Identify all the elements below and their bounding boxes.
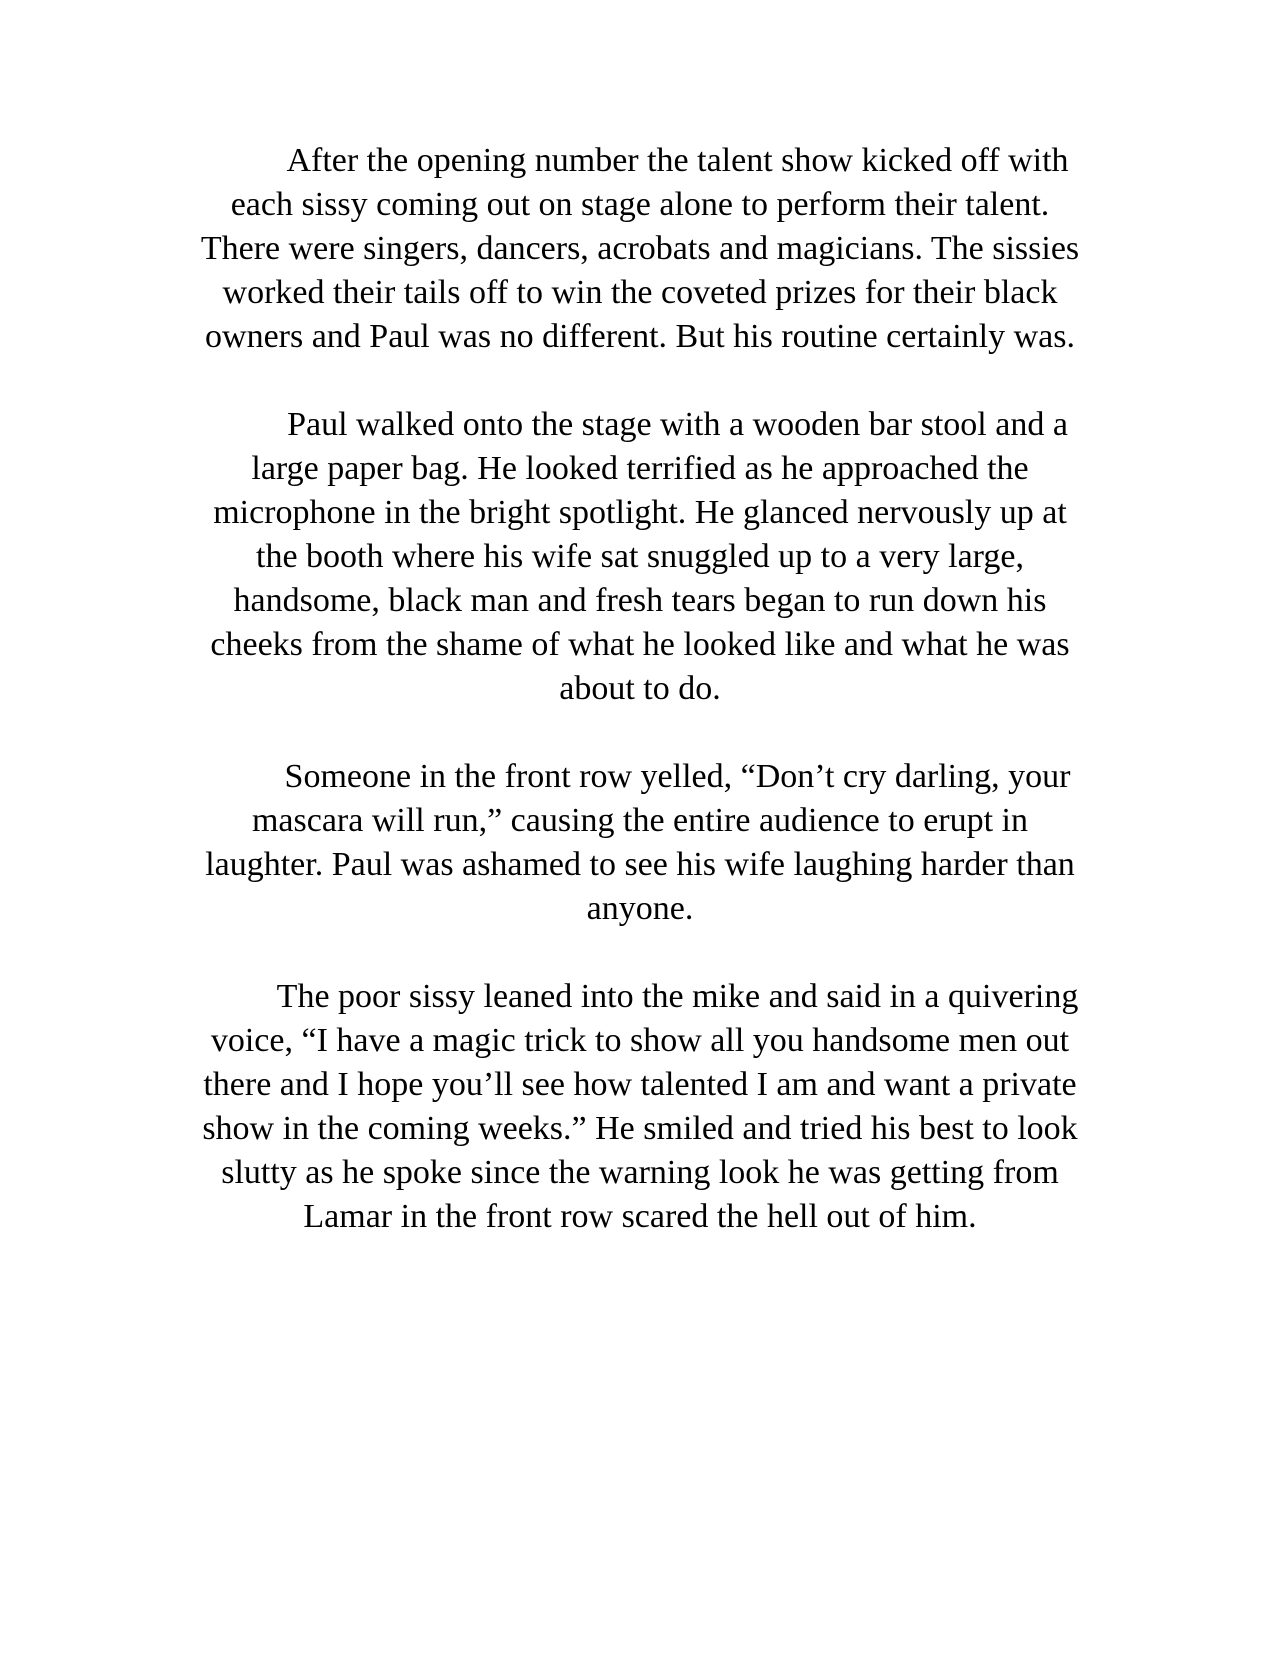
text-line: handsome, black man and fresh tears began to run down his [233,582,1047,619]
text-line: There were singers, dancers, acrobats and magicians. The sissies [200,230,1080,267]
paragraph [140,403,1140,711]
text-line: microphone in the bright spotlight. He glanced nervously up at [213,494,1067,531]
text-line: mascara will run,” causing the entire audience to erupt in [251,802,1029,839]
text-line: there and I hope you’ll see how talented I am and want a private [203,1066,1077,1103]
text-line: The poor sissy leaned into the mike and said in a quivering [276,978,1079,1015]
text-line: Lamar in the front row scared the hell out of him. [303,1198,977,1235]
paragraph [140,139,1140,359]
text-line: large paper bag. He looked terrified as he approached the [251,450,1029,487]
text-line: Someone in the front row yelled, “Don’t cry darling, your [284,758,1071,795]
text-line: worked their tails off to win the coveted prizes for their black [222,274,1058,311]
text-line: cheeks from the shame of what he looked like and what he was [210,626,1070,663]
paragraph [140,975,1140,1239]
text-line: voice, “I have a magic trick to show all you handsome men out [210,1022,1070,1059]
text-line: each sissy coming out on stage alone to perform their talent. [230,186,1050,223]
text-line: laughter. Paul was ashamed to see his wife laughing harder than [205,846,1075,883]
text-line: the booth where his wife sat snuggled up to a very large, [256,538,1024,575]
text-line: about to do. [559,670,721,707]
text-line: show in the coming weeks.” He smiled and tried his best to look [202,1110,1078,1147]
text-line: After the opening number the talent show kicked off with [286,142,1069,179]
text-line: Paul walked onto the stage with a wooden bar stool and a [287,406,1068,443]
text-line: owners and Paul was no different. But his routine certainly was. [205,318,1075,355]
text-line: slutty as he spoke since the warning look he was getting from [221,1154,1059,1191]
text-line: anyone. [586,890,694,927]
paragraph [140,755,1140,931]
